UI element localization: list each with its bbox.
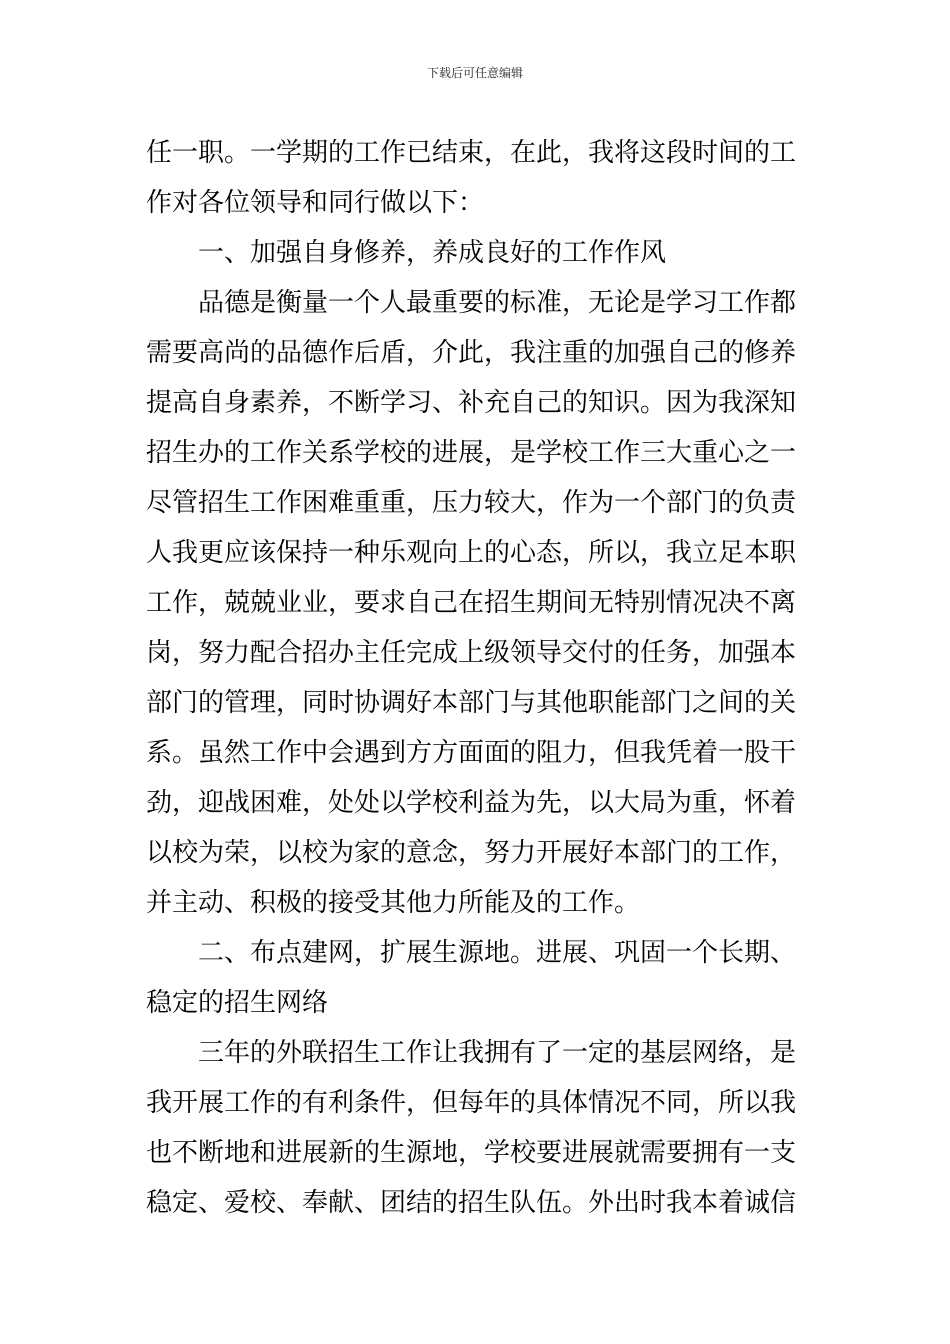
text-line: 三年的外联招生工作让我拥有了一定的基层网络，是 <box>198 1038 797 1068</box>
text-line: 尽管招生工作困难重重，压力较大，作为一个部门的负责 <box>146 488 797 518</box>
section-heading: 二、布点建网，扩展生源地。进展、巩固一个长期、 <box>198 938 797 968</box>
text-line: 任一职。一学期的工作已结束，在此，我将这段时间的工 <box>146 138 797 168</box>
document-body <box>146 128 810 1228</box>
text-line: 系。虽然工作中会遇到方方面面的阻力，但我凭着一股干 <box>146 738 797 768</box>
text-line: 品德是衡量一个人最重要的标准，无论是学习工作都 <box>198 288 797 318</box>
page-header: 下载后可任意编辑 <box>426 66 523 80</box>
text-line: 需要高尚的品德作后盾，介此，我注重的加强自己的修养 <box>146 338 797 368</box>
text-line: 以校为荣，以校为家的意念，努力开展好本部门的工作， <box>146 838 797 868</box>
text-line: 稳定、爱校、奉献、团结的招生队伍。外出时我本着诚信 <box>146 1188 797 1218</box>
section-heading-continued: 稳定的招生网络 <box>146 988 329 1018</box>
text-line: 也不断地和进展新的生源地，学校要进展就需要拥有一支 <box>146 1138 797 1168</box>
text-line: 工作，兢兢业业，要求自己在招生期间无特别情况决不离 <box>146 588 797 618</box>
text-line: 部门的管理，同时协调好本部门与其他职能部门之间的关 <box>146 688 797 718</box>
section-heading: 一、加强自身修养，养成良好的工作作风 <box>198 238 667 268</box>
text-line: 岗，努力配合招办主任完成上级领导交付的任务，加强本 <box>146 638 797 668</box>
text-line: 作对各位领导和同行做以下： <box>146 188 485 218</box>
text-line: 我开展工作的有利条件，但每年的具体情况不同，所以我 <box>146 1088 797 1118</box>
text-line: 并主动、积极的接受其他力所能及的工作。 <box>146 888 641 918</box>
text-line: 提高自身素养，不断学习、补充自己的知识。因为我深知 <box>146 388 797 418</box>
text-line: 人我更应该保持一种乐观向上的心态，所以，我立足本职 <box>146 538 797 568</box>
text-line: 劲，迎战困难，处处以学校利益为先，以大局为重，怀着 <box>146 788 797 818</box>
text-line: 招生办的工作关系学校的进展，是学校工作三大重心之一 <box>146 438 797 468</box>
